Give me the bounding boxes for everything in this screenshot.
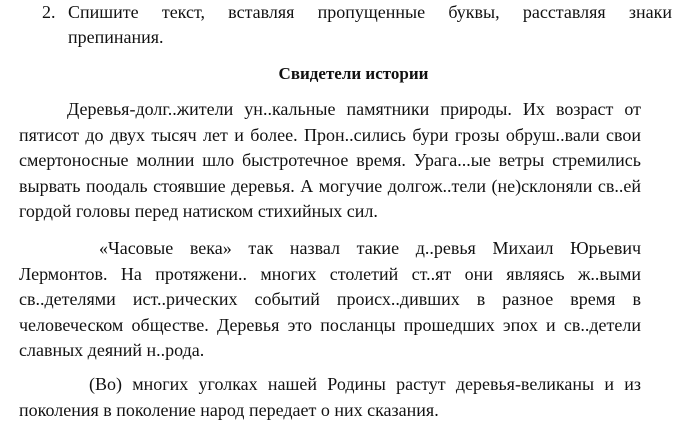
text-title: Свидетели истории <box>278 64 429 83</box>
task-text-line-2: препинания. <box>68 27 164 47</box>
paragraph-1: Деревья-долг..жители ун..кальные памятники природы. Их возраст от пятисот до двух тысяч лет и более. Прон..сились бури грозы обруш..вали свои смертоносные молнии шло быстротечное время. Урага...ые ветры стремились вырвать поодаль стоявшие деревья. А могучие долгож..тели (не)склоняли св..ей гордой головы перед натиском стихийных сил. <box>19 99 641 221</box>
task-text-line-1: Спишите текст, вставляя пропущенные буквы, расставляя знаки <box>68 2 672 22</box>
task-number: 2. <box>42 2 56 22</box>
paragraph-3: (Во) многих уголках нашей Родины растут деревья-великаны и из поколения в поколение народ передает о них сказания. <box>19 374 641 420</box>
paragraph-2: «Часовые века» так назвал такие д..ревья Михаил Юрьевич Лермонтов. На протяжени.. многих столетий ст..ят они являясь ж..выми св..детелями ист..рических событий происх..дивших в разное время в человеческом обществе. Деревья это посланцы прошедших эпох и св..детели славных деяний н..рода. <box>19 238 641 360</box>
